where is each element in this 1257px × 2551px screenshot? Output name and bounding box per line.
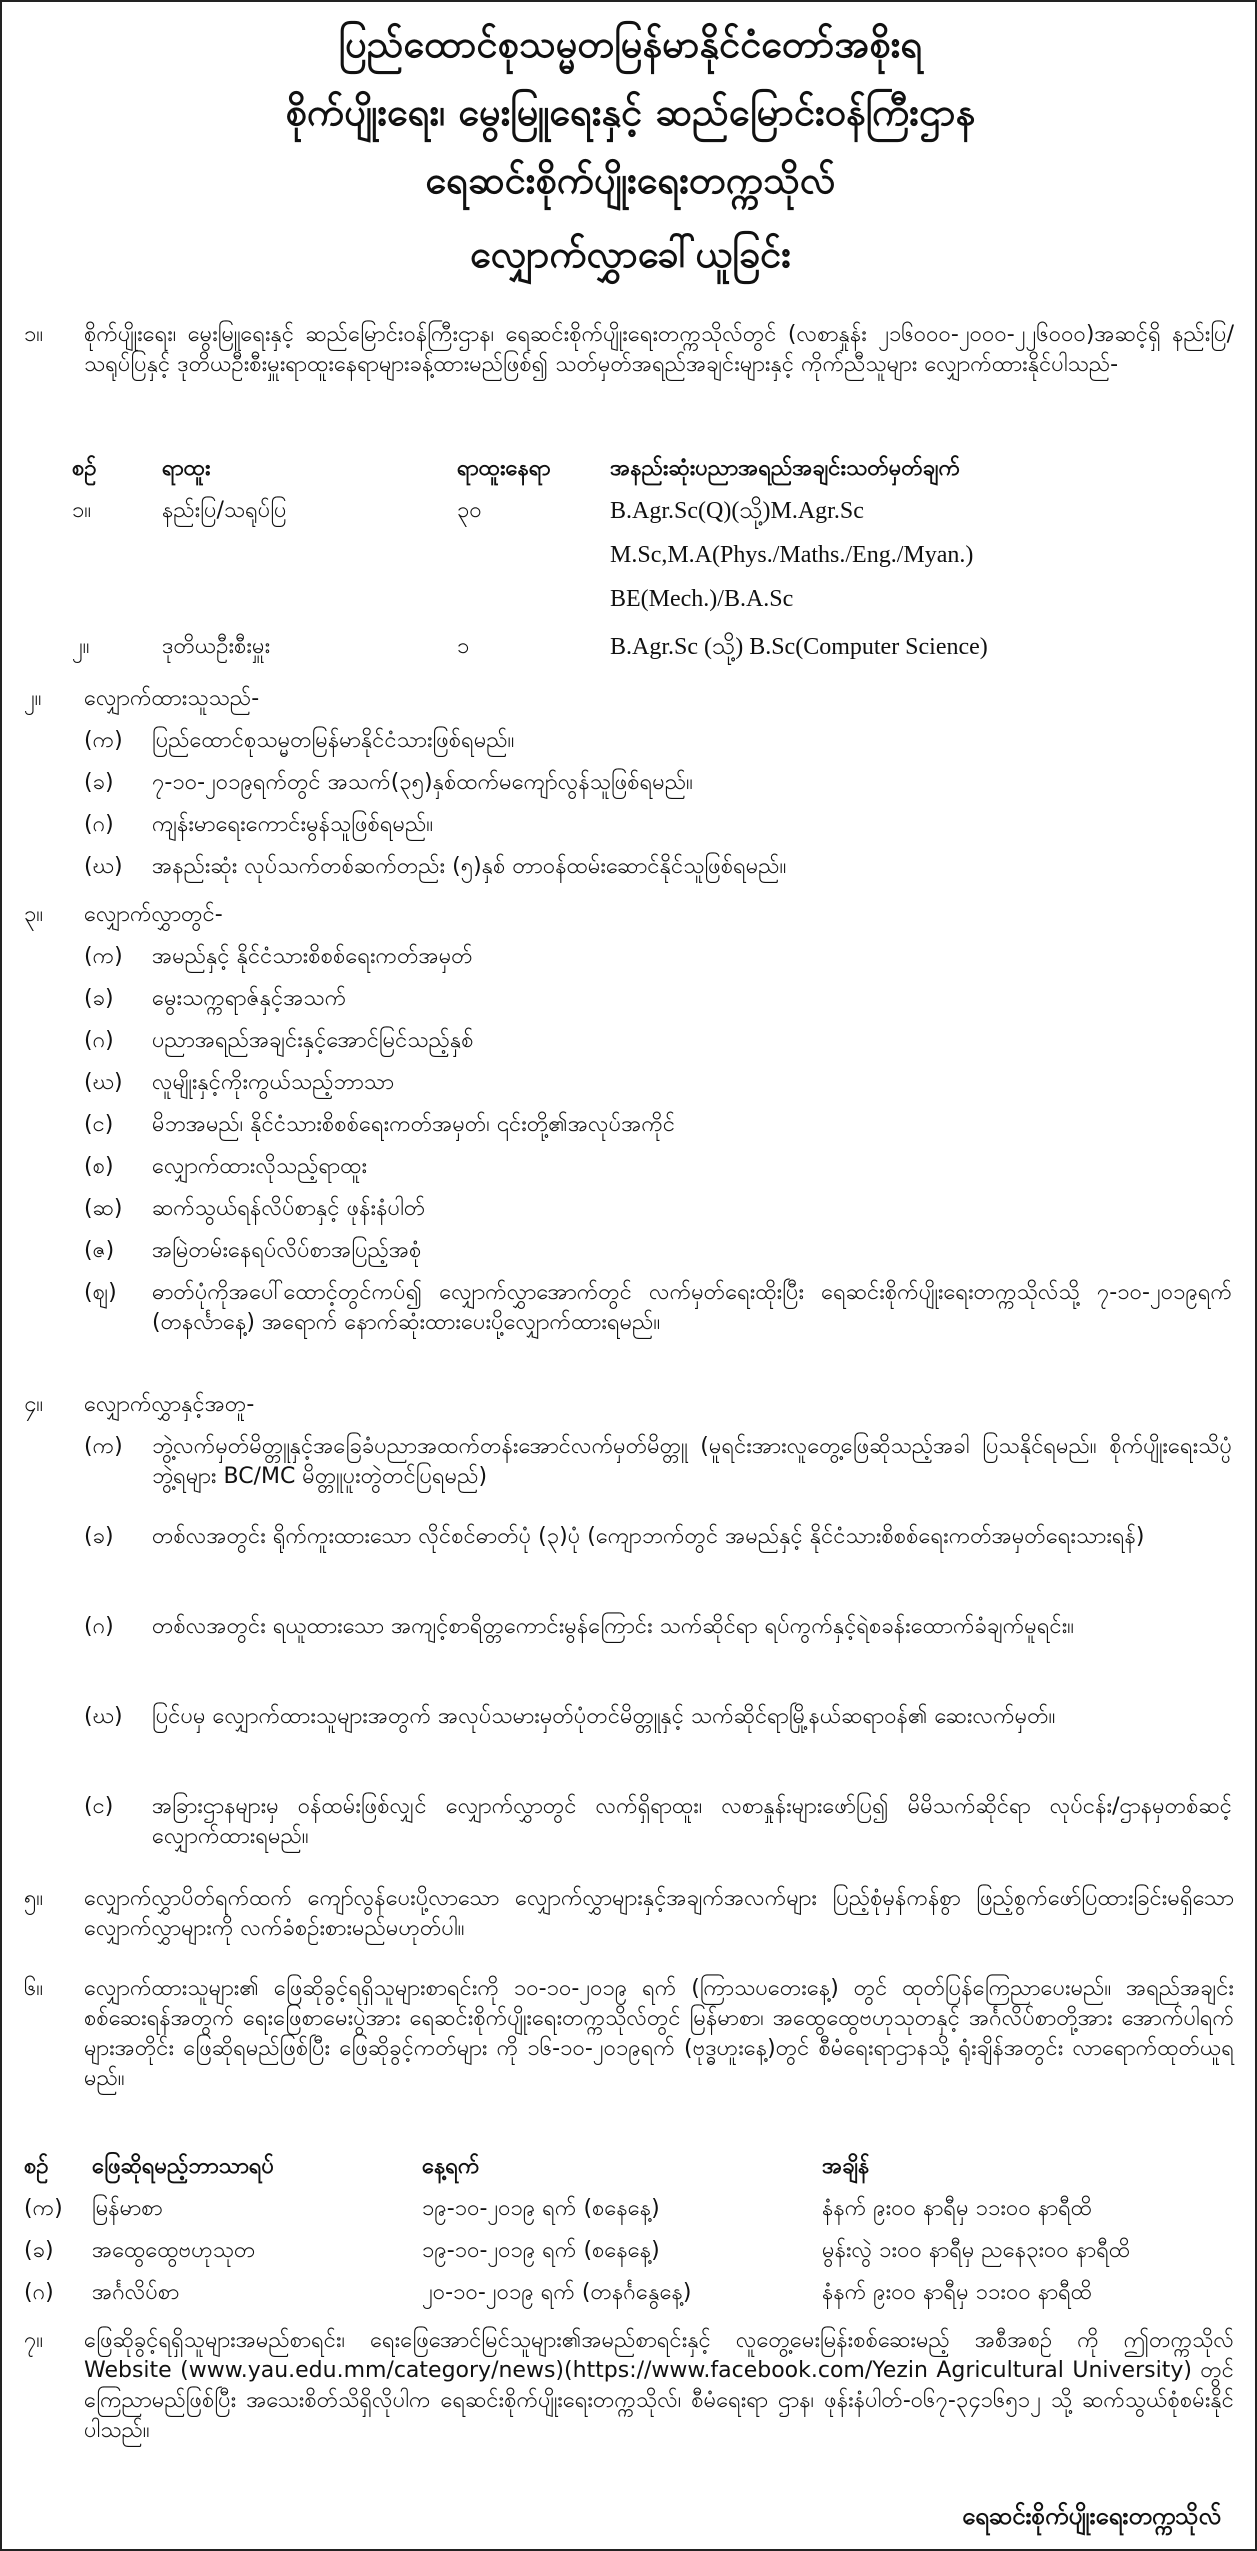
section-3-item-label: (ခ): [84, 986, 114, 1011]
table-row-2-position: ဒုတိယဦးစီးမှူး: [162, 634, 271, 659]
section-2-item-label: (က): [84, 728, 123, 753]
positions-header-count: ရာထူးနေရာ: [457, 456, 551, 481]
section-7-number: ၇။: [24, 2328, 44, 2353]
exam-row-1-no: (က): [24, 2196, 63, 2221]
section-3-item-text: အမြဲတမ်းနေရပ်လိပ်စာအပြည့်အစုံ: [152, 1238, 422, 1263]
exam-header-time: အချိန်: [822, 2154, 870, 2179]
section-6-text: လျှောက်ထားသူများ၏ ဖြေဆိုခွင့်ရရှိသူများစာရင်းကို ၁၀-၁၀-၂၀၁၉ ရက် (ကြာသပတေးနေ့) တွင် ထုတ်ပြန်ကြေညာပေးမည်။ အရည်အချင်းစစ်ဆေးရန်အတွက် ရေးဖြေစာမေးပွဲအား ရေဆင်းစိုက်ပျိုးရေးတက္ကသိုလ်တွင် မြန်မာစာ၊ အထွေထွေဗဟုသုတနှင့် အင်္ဂလိပ်စာတို့အား အောက်ပါရက်များအတိုင်း ဖြေဆိုရမည်ဖြစ်ပြီး ဖြေဆိုခွင့်ကတ်များ ကို ၁၆-၁၀-၂၀၁၉ရက် (ဗုဒ္ဓဟူးနေ့)တွင် စီမံရေးရာဌာနသို့ ရုံးချိန်အတွင်း လာရောက်ထုတ်ယူရမည်။: [84, 1976, 1234, 2091]
header-government: ပြည်ထောင်စုသမ္မတမြန်မာနိုင်ငံတော်အစိုးရ: [338, 22, 923, 66]
section-2-number: ၂။: [24, 686, 42, 711]
exam-row-1-subject: မြန်မာစာ: [92, 2196, 163, 2221]
table-row-1-qual-1: B.Agr.Sc(Q)(သို့)M.Agr.Sc: [610, 498, 864, 524]
section-5-text: လျှောက်လွှာပိတ်ရက်ထက် ကျော်လွန်ပေးပို့လာသော လျှောက်လွှာများနှင့်အချက်အလက်များ ပြည့်စုံမှန်ကန်စွာ ဖြည့်စွက်ဖော်ပြထားခြင်းမရှိသော လျှောက်လွှာများကို လက်ခံစဉ်းစားမည်မဟုတ်ပါ။: [84, 1886, 1234, 1941]
section-3-item-text: ဓာတ်ပုံကိုအပေါ်ထောင့်တွင်ကပ်၍ လျှောက်လွှာအောက်တွင် လက်မှတ်ရေးထိုးပြီး ရေဆင်းစိုက်ပျိုးရေးတက္ကသိုလ်သို့ ၇-၁၀-၂၀၁၉ရက် (တနင်္လာနေ့) အရောက် နောက်ဆုံးထားပေးပို့လျှောက်ထားရမည်။: [152, 1280, 1232, 1335]
section-3-item-text: ပညာအရည်အချင်းနှင့်အောင်မြင်သည့်နှစ်: [152, 1028, 474, 1053]
signature-university: ရေဆင်းစိုက်ပျိုးရေးတက္ကသိုလ်: [962, 2502, 1221, 2530]
exam-row-1-time: နံနက် ၉း၀၀ နာရီမှ ၁၁း၀၀ နာရီထိ: [822, 2196, 1093, 2221]
section-3-item-text: မိဘအမည်၊ နိုင်ငံသားစိစစ်ရေးကတ်အမှတ်၊ ၎င်းတို့၏အလုပ်အကိုင်: [152, 1112, 676, 1137]
table-row-1-count: ၃၀: [457, 498, 482, 523]
section-4-number: ၄။: [24, 1392, 44, 1417]
section-4-item-text: အခြားဌာနများမှ ဝန်ထမ်းဖြစ်လျှင် လျှောက်လွှာတွင် လက်ရှိရာထူး၊ လစာနှုန်းများဖော်ပြ၍ မိမိသက်ဆိုင်ရာ လုပ်ငန်း/ဌာနမှတစ်ဆင့် လျှောက်ထားရမည်။: [152, 1794, 1232, 1849]
section-2-item-text: ၇-၁၀-၂၀၁၉ရက်တွင် အသက်(၃၅)နှစ်ထက်မကျော်လွန်သူဖြစ်ရမည်။: [152, 770, 693, 795]
table-row-2-no: ၂။: [72, 634, 90, 659]
exam-row-3-subject: အင်္ဂလိပ်စာ: [92, 2280, 180, 2305]
section-4-item-label: (င): [84, 1794, 114, 1819]
positions-header-no: စဉ်: [72, 456, 97, 481]
exam-row-2-date: ၁၉-၁၀-၂၀၁၉ ရက် (စနေနေ့): [422, 2238, 660, 2263]
section-1-number: ၁။: [24, 322, 44, 347]
exam-row-3-no: (ဂ): [24, 2280, 54, 2305]
exam-row-2-subject: အထွေထွေဗဟုသုတ: [92, 2238, 256, 2263]
section-3-item-text: အမည်နှင့် နိုင်ငံသားစိစစ်ရေးကတ်အမှတ်: [152, 944, 473, 969]
section-3-item-label: (ဂ): [84, 1028, 114, 1053]
header-university: ရေဆင်းစိုက်ပျိုးရေးတက္ကသိုလ်: [425, 158, 836, 202]
positions-header-position: ရာထူး: [162, 456, 211, 481]
table-row-1-position: နည်းပြ/သရုပ်ပြ: [162, 498, 287, 523]
section-3-item-label: (ဇ): [84, 1238, 115, 1263]
table-row-2-qual-1: B.Agr.Sc (သို့) B.Sc(Computer Science): [610, 634, 988, 660]
exam-header-subject: ဖြေဆိုရမည့်ဘာသာရပ်: [92, 2154, 275, 2179]
section-2-item-text: ကျန်းမာရေးကောင်းမွန်သူဖြစ်ရမည်။: [152, 812, 434, 837]
section-3-item-text: လူမျိုးနှင့်ကိုးကွယ်သည့်ဘာသာ: [152, 1070, 395, 1095]
section-3-item-label: (င): [84, 1112, 114, 1137]
section-4-item-text: တစ်လအတွင်း ရယူထားသော အကျင့်စာရိတ္တကောင်းမွန်ကြောင်း သက်ဆိုင်ရာ ရပ်ကွက်နှင့်ရဲစခန်းထောက်ခံချက်မူရင်း။: [152, 1614, 1074, 1639]
section-3-item-label: (ဆ): [84, 1196, 123, 1221]
section-2-item-text: ပြည်ထောင်စုသမ္မတမြန်မာနိုင်ငံသားဖြစ်ရမည်။: [152, 728, 515, 753]
table-row-2-count: ၁: [457, 634, 470, 659]
section-3-item-label: (က): [84, 944, 123, 969]
exam-header-no: စဉ်: [24, 2154, 49, 2179]
exam-row-2-no: (ခ): [24, 2238, 54, 2263]
section-3-item-text: လျှောက်ထားလိုသည့်ရာထူး: [152, 1154, 368, 1179]
exam-row-2-time: မွန်းလွဲ ၁း၀၀ နာရီမှ ညနေ၃း၀၀ နာရီထိ: [822, 2238, 1131, 2263]
section-3-item-label: (စ): [84, 1154, 114, 1179]
table-row-1-qual-2: M.Sc,M.A(Phys./Maths./Eng./Myan.): [610, 542, 974, 568]
section-2-item-label: (ဃ): [84, 854, 123, 879]
section-3-item-text: ဆက်သွယ်ရန်လိပ်စာနှင့် ဖုန်းနံပါတ်: [152, 1196, 426, 1221]
section-4-item-label: (က): [84, 1434, 123, 1459]
section-3-heading: လျှောက်လွှာတွင်-: [84, 902, 223, 927]
section-2-item-text: အနည်းဆုံး လုပ်သက်တစ်ဆက်တည်း (၅)နှစ် တာဝန်ထမ်းဆောင်နိုင်သူဖြစ်ရမည်။: [152, 854, 787, 879]
positions-header-qualification: အနည်းဆုံးပညာအရည်အချင်းသတ်မှတ်ချက်: [610, 456, 961, 481]
section-4-heading: လျှောက်လွှာနှင့်အတူ-: [84, 1392, 255, 1417]
section-2-heading: လျှောက်ထားသူသည်-: [84, 686, 260, 711]
section-2-item-label: (ဂ): [84, 812, 114, 837]
section-7-text: ဖြေဆိုခွင့်ရရှိသူများအမည်စာရင်း၊ ရေးဖြေအောင်မြင်သူများ၏အမည်စာရင်းနှင့် လူတွေ့မေးမြန်းစစ်ဆေးမည့် အစီအစဉ် ကို ဤတက္ကသိုလ် Website (www.yau.edu.mm/category/news)(https://www.facebook.com/Yezin Agricultural University) တွင် ကြေညာမည်ဖြစ်ပြီး အသေးစိတ်သိရှိလိုပါက ရေဆင်းစိုက်ပျိုးရေးတက္ကသိုလ်၊ စီမံရေးရာ ဌာန၊ ဖုန်းနံပါတ်-၀၆၇-၃၄၁၆၅၁၂ သို့ ဆက်သွယ်စုံစမ်းနိုင်ပါသည်။: [84, 2328, 1234, 2443]
section-4-item-text: ဘွဲ့လက်မှတ်မိတ္တူနှင့်အခြေခံပညာအထက်တန်းအောင်လက်မှတ်မိတ္တူ (မူရင်းအားလူတွေ့ဖြေဆိုသည့်အခါ ပြသနိုင်ရမည်။ စိုက်ပျိုးရေးသိပ္ပံဘွဲ့ရများ BC/MC မိတ္တူပူးတွဲတင်ပြရမည်): [152, 1434, 1232, 1489]
header-ministry: စိုက်ပျိုးရေး၊ မွေးမြူရေးနှင့် ဆည်မြောင်းဝန်ကြီးဌာန: [285, 90, 976, 134]
exam-row-1-date: ၁၉-၁၀-၂၀၁၉ ရက် (စနေနေ့): [422, 2196, 660, 2221]
section-4-item-label: (ခ): [84, 1524, 114, 1549]
section-2-item-label: (ခ): [84, 770, 114, 795]
exam-header-date: နေ့ရက်: [422, 2154, 480, 2179]
section-3-item-label: (ဈ): [84, 1280, 117, 1305]
section-4-item-text: တစ်လအတွင်း ရိုက်ကူးထားသော လိုင်စင်ဓာတ်ပုံ (၃)ပုံ (ကျောဘက်တွင် အမည်နှင့် နိုင်ငံသားစိစစ်ရေးကတ်အမှတ်ရေးသားရန်): [152, 1524, 1145, 1549]
exam-row-3-date: ၂၀-၁၀-၂၀၁၉ ရက် (တနင်္ဂနွေနေ့): [422, 2280, 692, 2305]
section-1-text: စိုက်ပျိုးရေး၊ မွေးမြူရေးနှင့် ဆည်မြောင်းဝန်ကြီးဌာန၊ ရေဆင်းစိုက်ပျိုးရေးတက္ကသိုလ်တွင် (လစာနှုန်း ၂၁၆၀၀၀-၂၀၀၀-၂၂၆၀၀၀)အဆင့်ရှိ နည်းပြ/သရုပ်ပြနှင့် ဒုတိယဦးစီးမှူးရာထူးနေရာများခန့်ထားမည်ဖြစ်၍ သတ်မှတ်အရည်အချင်းများနှင့် ကိုက်ညီသူများ လျှောက်ထားနိုင်ပါသည်-: [84, 322, 1234, 377]
header-announcement: လျှောက်လွှာခေါ်ယူခြင်း: [470, 232, 791, 276]
section-4-item-label: (ဂ): [84, 1614, 114, 1639]
section-6-number: ၆။: [24, 1976, 44, 2001]
section-3-number: ၃။: [24, 902, 44, 927]
section-3-item-text: မွေးသက္ကရာဇ်နှင့်အသက်: [152, 986, 347, 1011]
section-3-item-label: (ဃ): [84, 1070, 123, 1095]
exam-row-3-time: နံနက် ၉း၀၀ နာရီမှ ၁၁း၀၀ နာရီထိ: [822, 2280, 1093, 2305]
section-4-item-label: (ဃ): [84, 1704, 123, 1729]
section-5-number: ၅။: [24, 1886, 44, 1911]
table-row-1-qual-3: BE(Mech.)/B.A.Sc: [610, 586, 794, 612]
section-4-item-text: ပြင်ပမှ လျှောက်ထားသူများအတွက် အလုပ်သမားမှတ်ပုံတင်မိတ္တူနှင့် သက်ဆိုင်ရာမြို့နယ်ဆရာဝန်၏ ဆေးလက်မှတ်။: [152, 1704, 1056, 1729]
table-row-1-no: ၁။: [72, 498, 92, 523]
